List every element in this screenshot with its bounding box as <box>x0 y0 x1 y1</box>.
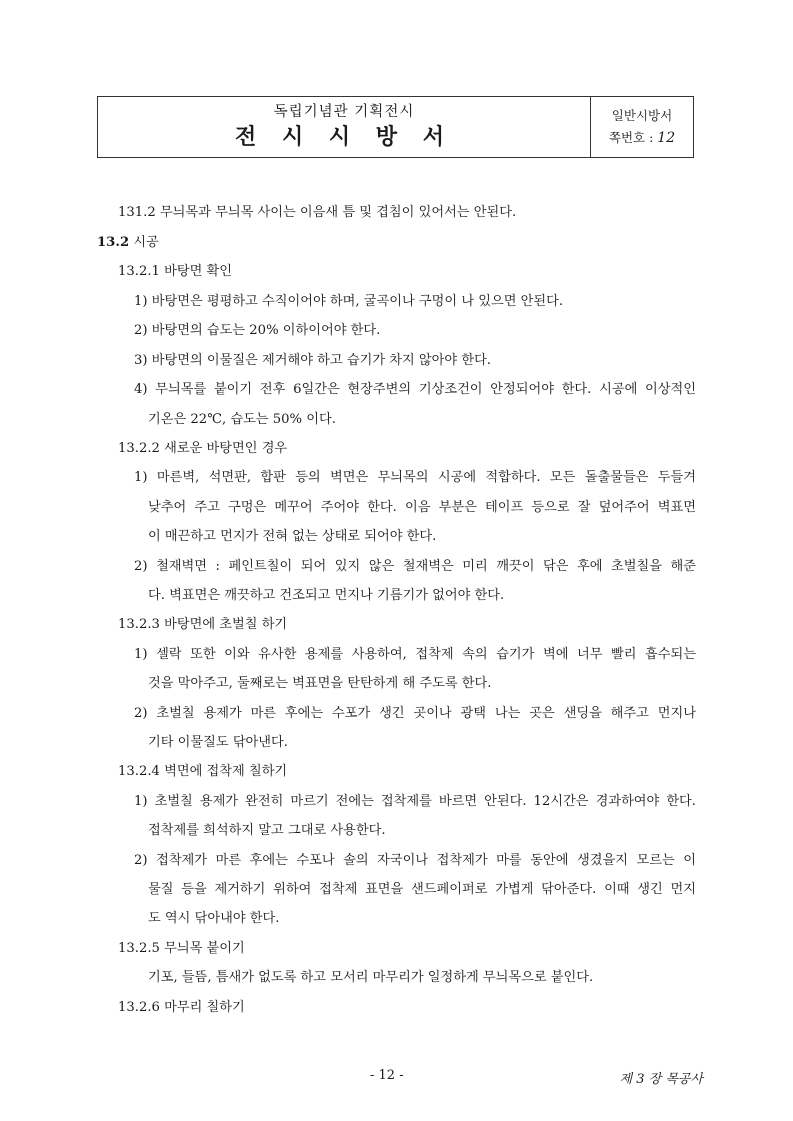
list-item-continued: 도 역시 닦아내야 한다. <box>148 911 280 926</box>
page-number-value: 12 <box>657 130 676 146</box>
list-item: 2) 초벌칠 용제가 마른 후에는 수포가 생긴 곳이나 광택 나는 곳은 샌딩을 해주고 먼지나 <box>134 706 696 721</box>
page-number-field <box>609 127 675 149</box>
list-item-continued: 다. 벽표면은 깨끗하고 건조되고 먼지나 기름기가 없어야 한다. <box>148 588 505 603</box>
list-item-continued: 물질 등을 제거하기 위하여 접착제 표면을 샌드페이퍼로 가볍게 닦아준다. 이때 생긴 먼지 <box>148 882 696 897</box>
footer-chapter: 제 3 장 목공사 <box>619 1072 703 1087</box>
subsection-heading: 13.2.4 벽면에 접착제 칠하기 <box>118 764 288 779</box>
header-title-cell <box>98 97 591 157</box>
subsection-heading: 13.2.6 마무리 칠하기 <box>118 1000 245 1015</box>
list-item-continued: 접착제를 희석하지 말고 그대로 사용한다. <box>148 823 386 838</box>
header-subtitle: 독립기념관 기획전시 <box>273 104 415 120</box>
list-item-continued: 낮추어 주고 구멍은 메꾸어 주어야 한다. 이음 부분은 테이프 등으로 잘 덮어주어 벽표면 <box>148 500 696 515</box>
list-item: 2) 바탕면의 습도는 20% 이하이어야 한다. <box>134 323 381 338</box>
subsection-heading: 13.2.5 무늬목 붙이기 <box>118 941 245 956</box>
list-item-continued: 기온은 22℃, 습도는 50% 이다. <box>148 412 336 427</box>
paragraph-line: 기포, 들뜸, 틈새가 없도록 하고 모서리 마무리가 일정하게 무늬목으로 붙인다. <box>148 970 594 985</box>
header-info-cell <box>591 97 693 157</box>
list-item-continued: 기타 이물질도 닦아낸다. <box>148 735 288 750</box>
list-item: 2) 접착제가 마른 후에는 수포나 솔의 자국이나 접착제가 마를 동안에 생겼을지 모르는 이 <box>134 853 696 868</box>
list-item: 4) 무늬목를 붙이기 전후 6일간은 현장주변의 기상조건이 안정되어야 한다. 시공에 이상적인 <box>134 382 696 397</box>
list-item-continued: 것을 막아주고, 둘째로는 벽표면을 탄탄하게 해 주도록 한다. <box>148 676 492 691</box>
section-heading <box>97 233 159 253</box>
list-item: 1) 셀락 또한 이와 유사한 용제를 사용하여, 접착제 속의 습기가 벽에 너무 빨리 흡수되는 <box>134 647 696 662</box>
list-item: 1) 바탕면은 평평하고 수직이어야 하며, 굴곡이나 구멍이 나 있으면 안된다. <box>134 294 564 309</box>
paragraph-line: 131.2 무늬목과 무늬목 사이는 이음새 틈 및 겹침이 있어서는 안된다. <box>118 205 517 220</box>
list-item: 1) 초벌칠 용제가 완전히 마르기 전에는 접착제를 바르면 안된다. 12시간은 경과하여야 한다. <box>134 794 696 809</box>
list-item: 2) 철재벽면 : 페인트칠이 되어 있지 않은 철재벽은 미리 깨끗이 닦은 후에 초벌칠을 해준 <box>134 559 696 574</box>
section-number: 13.2 <box>97 235 130 250</box>
list-item: 1) 마른벽, 석면판, 합판 등의 벽면은 무늬목의 시공에 적합하다. 모든 돌출물들은 두들겨 <box>134 470 696 485</box>
list-item-continued: 이 매끈하고 먼지가 전혀 없는 상태로 되어야 한다. <box>148 529 437 544</box>
doc-type: 일반시방서 <box>611 108 673 123</box>
subsection-heading: 13.2.1 바탕면 확인 <box>118 264 233 279</box>
header-title: 전 시 시 방 서 <box>235 124 453 150</box>
document-header <box>97 96 694 158</box>
list-item: 3) 바탕면의 이물질은 제거해야 하고 습기가 차지 않아야 한다. <box>134 353 491 368</box>
section-title: 시공 <box>129 235 159 250</box>
page-number-label: 쪽번호 : <box>608 130 654 145</box>
footer-page-number: - 12 - <box>370 1068 404 1083</box>
subsection-heading: 13.2.3 바탕면에 초벌칠 하기 <box>118 617 288 632</box>
subsection-heading: 13.2.2 새로운 바탕면인 경우 <box>118 441 288 456</box>
